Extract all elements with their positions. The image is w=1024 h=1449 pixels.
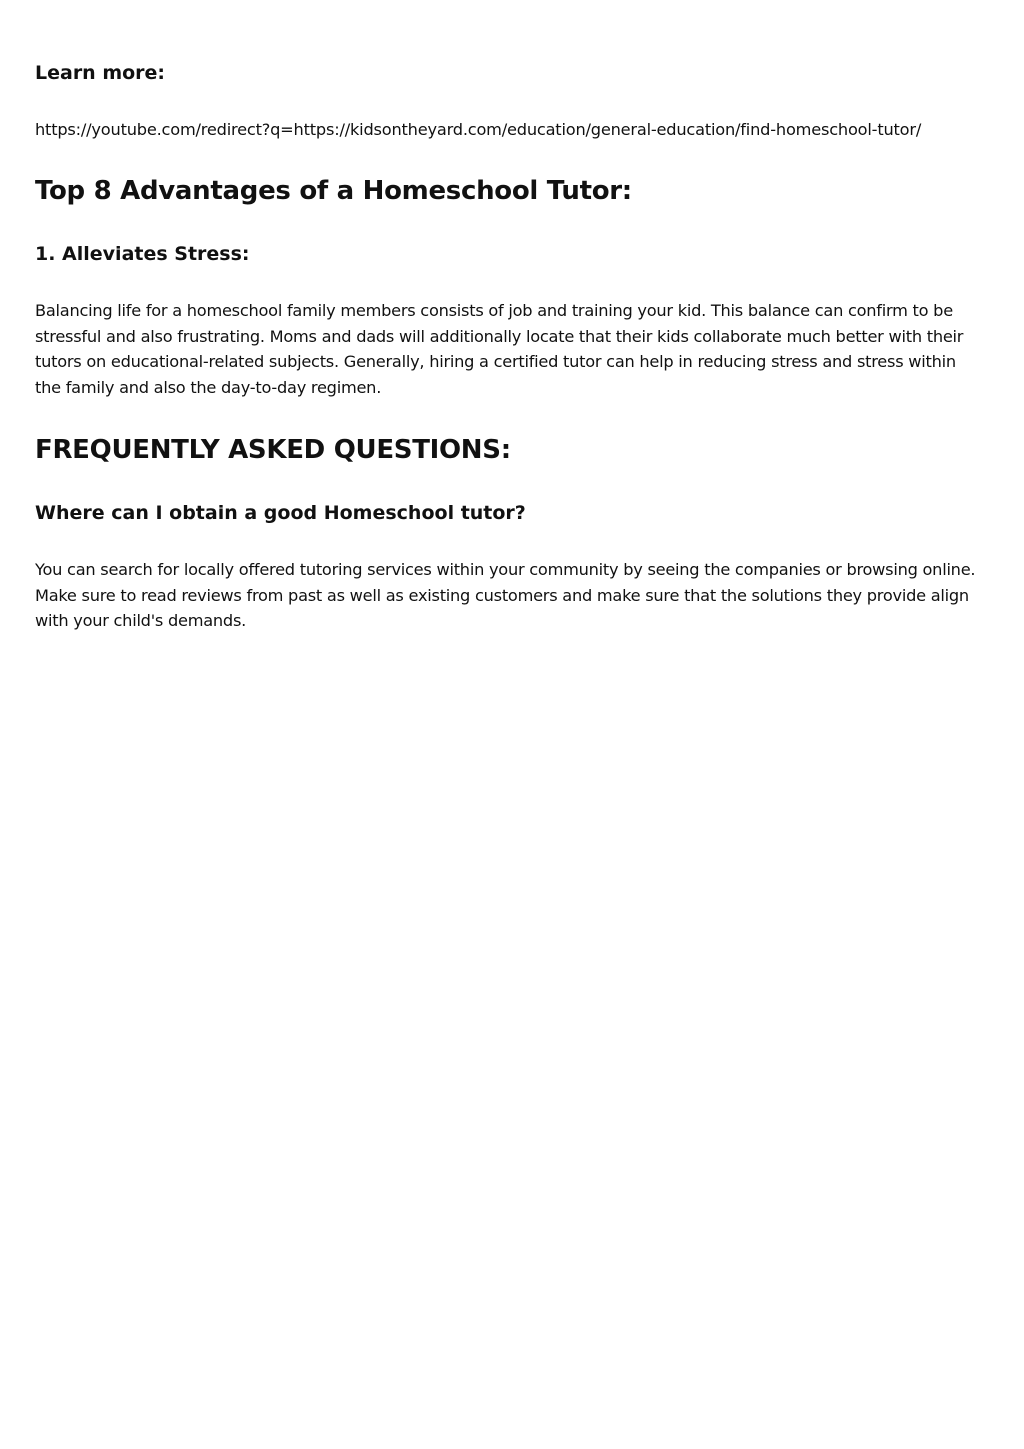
advantage-heading-alleviates-stress: 1. Alleviates Stress: xyxy=(35,243,250,265)
advantage-paragraph-alleviates-stress: Balancing life for a homeschool family members consists of job and training your kid. This balance can confirm to be stressful and also frustrating. Moms and dads will additionally locate that their kids collaborate much better with their tutors on educational-related subjects. Generally, hiring a certified tutor can help in reducing stress and stress within the family and also the day-to-day regimen. xyxy=(35,301,964,398)
faq-question-where-tutor: Where can I obtain a good Homeschool tutor? xyxy=(35,502,526,524)
source-link[interactable]: https://youtube.com/redirect?q=https://kidsontheyard.com/education/general-education/find-homeschool-tutor/ xyxy=(35,120,922,139)
faq-answer-where-tutor: You can search for locally offered tutoring services within your community by seeing the companies or browsing online. Make sure to read reviews from past as well as existing customers and make sure that the solutions they provide align with your child's demands. xyxy=(35,560,976,631)
advantages-title: Top 8 Advantages of a Homeschool Tutor: xyxy=(35,176,632,206)
learn-more-heading: Learn more: xyxy=(35,62,166,84)
faq-title: FREQUENTLY ASKED QUESTIONS: xyxy=(35,435,511,465)
